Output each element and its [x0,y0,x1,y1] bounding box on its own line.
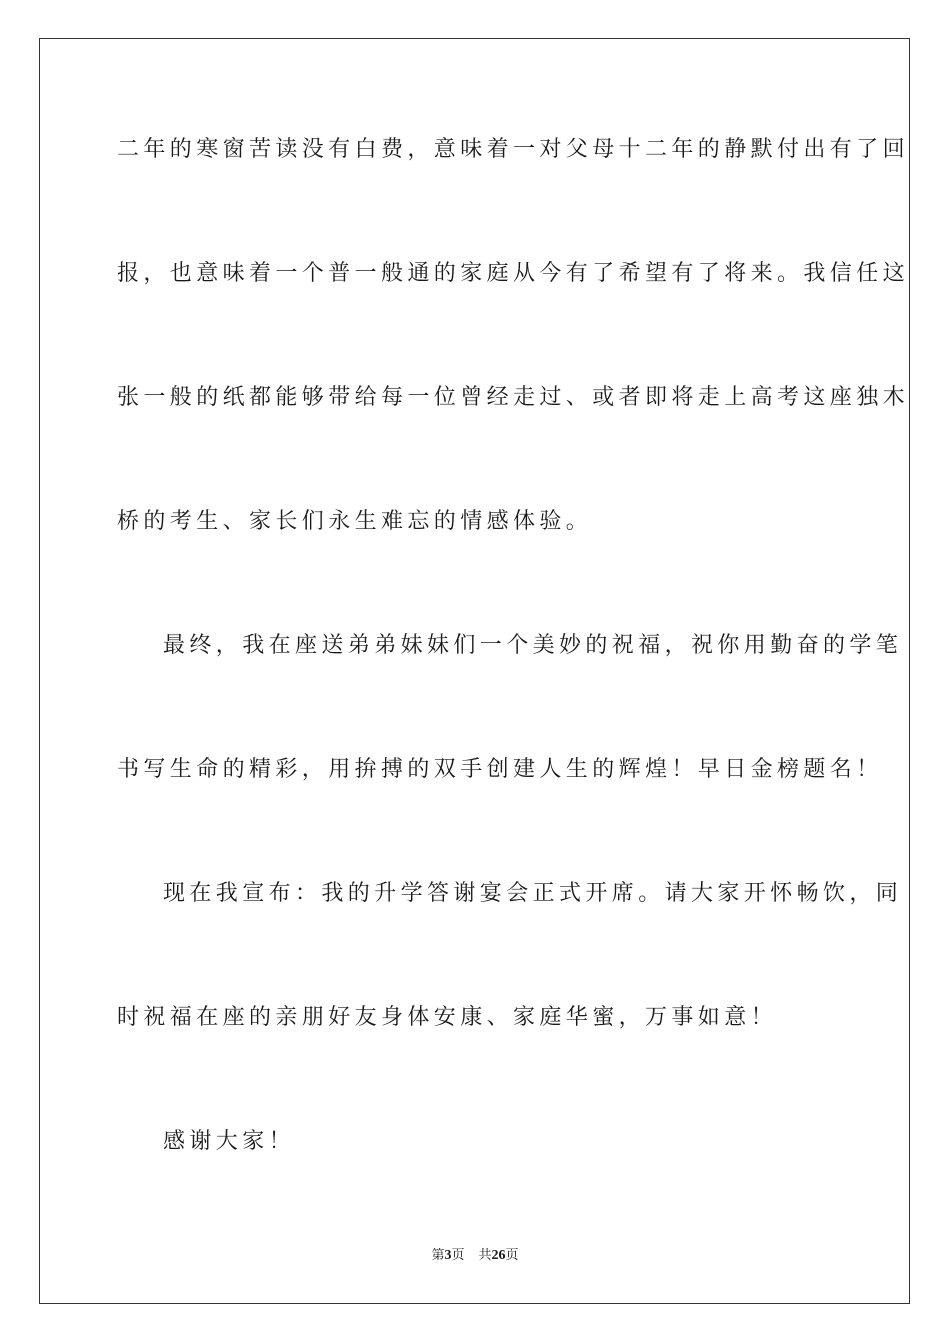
paragraph-line-7: 现在我宣布：我的升学答谢宴会正式开席。请大家开怀畅饮，同 [163,881,903,906]
page-footer [0,1246,950,1266]
page-suffix: 页 [451,1248,465,1263]
paragraph-line-2: 报，也意味着一个普一般通的家庭从今有了希望有了将来。我信任这 [117,261,910,286]
total-pages: 26 [491,1248,506,1263]
page-border [39,38,910,1304]
total-suffix: 页 [505,1248,519,1263]
page-number: 3 [444,1248,452,1263]
paragraph-line-9: 感谢大家！ [163,1129,296,1154]
paragraph-line-1: 二年的寒窗苦读没有白费，意味着一对父母十二年的静默付出有了回 [117,137,910,162]
paragraph-line-5: 最终，我在座送弟弟妹妹们一个美妙的祝福，祝你用勤奋的学笔 [163,633,903,658]
total-prefix: 共 [478,1248,492,1263]
paragraph-line-3: 张一般的纸都能够带给每一位曾经走过、或者即将走上高考这座独木 [117,385,910,410]
paragraph-line-6: 书写生命的精彩，用拚搏的双手创建人生的辉煌！早日金榜题名！ [117,757,883,782]
paragraph-line-8: 时祝福在座的亲朋好友身体安康、家庭华蜜，万事如意！ [117,1005,778,1030]
paragraph-line-4: 桥的考生、家长们永生难忘的情感体验。 [117,509,593,534]
page-prefix: 第 [431,1248,445,1263]
